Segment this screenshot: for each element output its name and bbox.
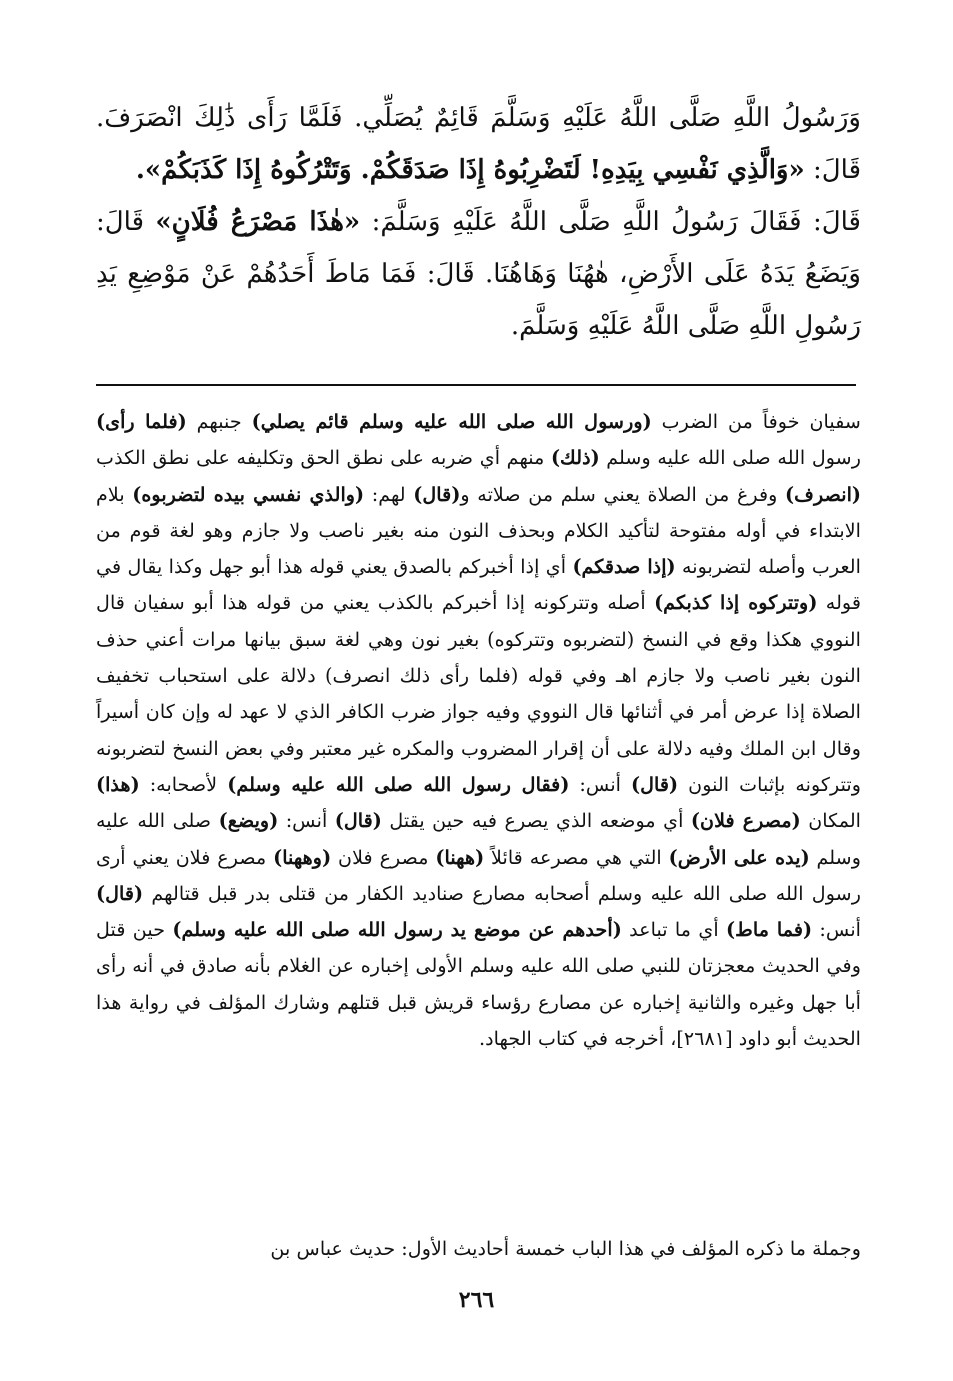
text-run: رسول الله صلى الله عليه وسلم [599,446,862,470]
bold-phrase: «هٰذَا مَصْرَعُ فُلَانٍ» [155,207,361,237]
bold-phrase: (أحدهم عن موضع يد رسول الله صلى الله عليه وسلم) [172,918,622,942]
bold-phrase: (هذا) [96,772,140,796]
text-run: أي موضعه الذي يصرع فيه حين يقتل [381,809,691,833]
text-run: التي هي مصرعه قائلاً [484,845,669,869]
text-run: أنس: [278,809,335,833]
text-run: أي إذا أخبركم بالصدق يعني قوله هذا أبو جهل وكذا يقال في قوله [96,555,862,615]
bold-phrase: (قال) [96,881,144,905]
text-run: حين قتل وفي الحديث معجزتان للنبي صلى الله عليه وسلم الأولى إخباره عن الغلام بأنه صادق في أنه رأى أبا جهل وغيره والثانية إخباره عن مصارع رؤساء قريش قبل قتلهم وشارك المؤلف في رواية هذا الحديث أبو داود [٢٦٨١]، أخرجه في كتاب الجهاد. [96,918,861,1051]
text-run: قَالَ: فَقَالَ رَسُولُ اللَّهِ صَلَّى اللَّهُ عَلَيْهِ وَسَلَّمَ: [360,207,861,237]
text-run: بلام الابتداء في أوله مفتوحة لتأكيد الكلام وبحذف النون منه بغير ناصب ولا جازم وهو لغة قوم من العرب وأصله لتضربونه [96,482,861,579]
bold-phrase: (والذي نفسي بيده لتضربوه) [132,482,365,506]
bold-phrase: (ههنا) [435,845,485,869]
text-run: سفيان خوفاً من الضرب [651,410,861,433]
bold-phrase: (ذلك) [550,446,600,470]
text-run: منهم أي ضربه على نطق الحق وتكليفه على نطق الكذب [96,446,551,470]
bold-phrase: (قال) [631,772,679,796]
text-run: المكان [800,809,862,833]
commentary-paragraph-2 [96,1231,861,1267]
text-run: مصرع فلان يعني أرى رسول الله صلى الله عليه وسلم أصحابه مصارع صناديد الكفار من قتلى بدر قبل قتالهم [96,845,861,905]
text-run: أي ما تباعد [621,918,727,942]
bold-phrase: (مصرع فلان) [690,809,801,833]
text-run: أنس: [812,918,861,942]
bold-phrase: (قال) [334,809,382,833]
text-run: جنبهم [186,410,252,433]
bold-phrase: (وههنا) [273,845,332,869]
text-run: قَالَ: وَيَضَعُ يَدَهُ عَلَى الأَرْضِ، هٰهُنَا وَهَاهُنَا. قَالَ: فَمَا مَاطَ أَحَدُهُمْ عَنْ مَوْضِعِ يَدِ رَسُولِ اللَّهِ صَلَّى اللَّهُ عَلَيْهِ وَسَلَّمَ. [96,207,861,341]
bold-phrase: (ويضع) [218,809,279,833]
bold-phrase: (فما ماط) [726,918,813,942]
text-run: لهم: [364,482,414,506]
text-run: وفرغ من الصلاة يعني سلم من صلاته و [460,482,786,506]
text-run: صلى الله عليه وسلم [96,809,861,869]
bold-phrase: (يده على الأرض) [668,845,810,869]
bold-phrase: (ورسول الله صلى الله عليه وسلم قائم يصلي) [251,410,652,433]
text-run: وجملة ما ذكره المؤلف في هذا الباب خمسة أحاديث الأول: حديث عباس بن [270,1237,861,1260]
bold-phrase: (وتتركوه إذا كذبكم) [654,591,818,615]
bold-phrase: (إذا صدقكم) [572,555,676,579]
page-number: ٢٦٦ [458,1287,495,1313]
hadith-paragraph-1 [96,92,861,196]
bold-phrase: «وَالَّذِي نَفْسِي بِيَدِهِ! لَتَضْرِبُوهُ إِذَا صَدَقَكُمْ. وَتَتْرُكُوهُ إِذَا كَذَبَكُمْ». [135,155,805,185]
text-run: أصله وتتركونه إذا أخبركم بالكذب يعني من قوله هذا أبو سفيان قال النووي هكذا وقع في النسخ (لتضربوه وتتركوه) بغير نون وهي لغة سبق بيانها مرات أعني حذف النون بغير ناصب ولا جازم اهـ وفي قوله (فلما رأى ذلك انصرف) دلالة على استحباب تخفيف الصلاة إذا عرض أمر في أثنائها قال النووي وفيه جواز ضرب الكافر الذي لا عهد له وإن كان أسيراً وقال ابن الملك وفيه دلالة على أن إقرار المضروب والمكره غير معتبر وفي بعض النسخ لتضربونه وتتركونه بإثبات النون [96,591,862,796]
bold-phrase: (فلما رأى) [96,410,187,433]
commentary-paragraph-1 [96,404,861,1057]
bold-phrase: (فقال رسول الله صلى الله عليه وسلم) [227,772,570,796]
text-run: مصرع فلان [331,845,436,869]
bold-phrase: (انصرف) [785,482,861,506]
bold-phrase: (قال) [413,482,461,506]
text-run: وَرَسُولُ اللَّهِ صَلَّى اللَّهُ عَلَيْهِ وَسَلَّمَ قَائِمٌ يُصَلِّي. فَلَمَّا رَأَى ذَٰلِكَ انْصَرَفَ. قَالَ: [96,103,861,185]
footnote-divider [96,384,856,386]
hadith-paragraph-2 [96,196,861,352]
text-run: أنس: [569,772,632,796]
text-run: لأصحابه: [139,772,228,796]
